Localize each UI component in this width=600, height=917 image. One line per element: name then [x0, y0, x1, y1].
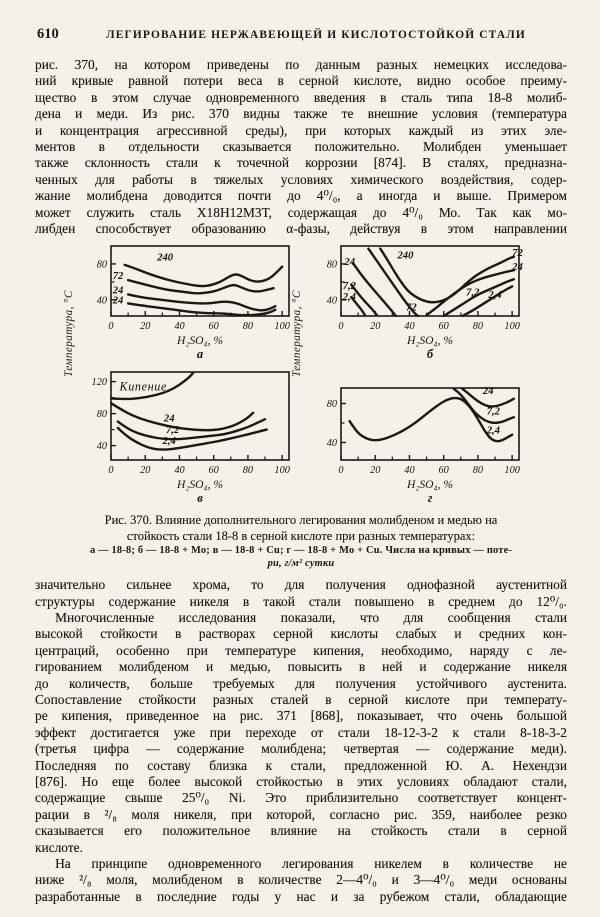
body-text-line: (третья цифра — содержание молибдена; четвертая — содержание меди).	[35, 741, 567, 757]
x-tick-label: 80	[242, 321, 254, 333]
x-tick-label: 40	[174, 321, 185, 333]
body-text-line: и концентрация агрессивной среды), при которых каждый из этих эле-	[35, 122, 567, 138]
panel-letter: г	[427, 491, 433, 506]
body-text-line: содержащие свыше 25⁰/₀ Ni. Это приблизительно соответствует концент-	[35, 790, 567, 806]
caption-legend-line: ри, г/м² сутки	[267, 558, 335, 570]
curves-group	[125, 265, 282, 315]
body-text-line: центраций, особенно при температуре кипения, необходимо, наряду с ле-	[35, 642, 567, 658]
page-number: 610	[37, 26, 59, 42]
curve-label: 24	[112, 295, 124, 307]
running-header-title: ЛЕГИРОВАНИЕ НЕРЖАВЕЮЩЕЙ И КИСЛОТОСТОЙКОЙ СТАЛИ	[106, 29, 526, 41]
x-tick-label: 0	[338, 465, 344, 477]
x-tick-label: 60	[438, 321, 449, 333]
curve-loss-24	[111, 403, 253, 430]
curve-label: 72	[406, 302, 417, 314]
panel-letter: б	[426, 347, 434, 362]
y-tick-label: 40	[96, 295, 107, 307]
curve-label: 24	[344, 257, 356, 269]
curve-label: 7,2	[466, 287, 480, 299]
x-tick-label: 80	[242, 465, 254, 477]
caption-title-line: Рис. 370. Влияние дополнительного легирования молибденом и медью на	[104, 513, 498, 528]
y-tick-label: 80	[96, 259, 107, 271]
body-text-line: ниже ²/₈ моля, молибденом в количестве 2—4⁰/₀ и 3—4⁰/₀ меди основаны	[35, 872, 567, 888]
curve-loss-24	[128, 295, 275, 311]
chart-panel-v	[81, 366, 303, 506]
x-tick-label: 20	[370, 321, 381, 333]
curve-label: 240	[397, 250, 414, 262]
curve-label: Кипение	[119, 379, 168, 394]
curve-label: 2,4	[488, 290, 502, 302]
curve-label: 72	[512, 248, 523, 260]
body-text-line: ментов в отдельности сказывается положительно. Молибден уменьшает	[35, 138, 567, 154]
body-text-line: гированием молибденом и медью, повысить в ней и содержание никеля	[35, 659, 567, 675]
curve-label: 2,4	[162, 436, 176, 448]
x-axis-title: H₂SO₄, %	[406, 334, 454, 348]
chart-panel-a	[81, 240, 303, 362]
curve-label: 24	[112, 285, 124, 297]
body-text-line: может служить сталь Х18Н12М3Т, содержащая до 4⁰/₀ Мо. Так как мо-	[35, 204, 567, 220]
curve-label: 24	[482, 386, 494, 398]
curve-loss-240	[125, 265, 282, 286]
x-tick-label: 20	[370, 465, 381, 477]
page-header	[35, 26, 567, 44]
x-tick-label: 0	[338, 321, 344, 333]
curve-label: 24	[163, 413, 175, 425]
body-text-line: ний кривые равной потери веса в серной кислоте, видно особое преиму-	[35, 73, 567, 89]
body-text-line: структуры содержание никеля в такой стали повышено в среднем до 12⁰/₀.	[35, 593, 567, 609]
y-tick-label: 40	[326, 438, 337, 450]
y-tick-label: 80	[326, 259, 337, 271]
x-tick-label: 100	[504, 465, 520, 477]
figure-370	[35, 240, 567, 508]
y-tick-label: 80	[326, 399, 337, 411]
curve-label: 7,2	[165, 425, 180, 437]
body-text-line: эффект достигается уже при переходе от стали 18-12-3-2 к стали 8-18-3-2	[35, 724, 567, 740]
y-axis-label-left: Температура, °С	[63, 290, 75, 378]
body-text-line: рис. 370, на котором приведены по данным разных немецких исследова-	[35, 57, 567, 72]
x-axis-title: H₂SO₄, %	[176, 478, 224, 492]
x-tick-label: 80	[472, 321, 484, 333]
curve-label: 7,2	[342, 281, 356, 293]
body-text-line: Последняя по составу близка к стали, предложенной Ю. А. Нехендзи	[35, 757, 567, 773]
x-tick-label: 40	[404, 321, 415, 333]
x-tick-label: 100	[274, 465, 290, 477]
x-tick-label: 40	[404, 465, 415, 477]
body-text-line: Многочисленные исследования показали, что для сообщения стали	[35, 610, 567, 626]
body-text-line: [876]. Но еще более высокой стойкостью в этих условиях обладают стали,	[35, 773, 567, 789]
body-text-line: значительно сильнее хрома, то для получения однофазной аустенитной	[35, 577, 567, 593]
caption-title-line: стойкость стали 18-8 в серной кислоте при разных температурах:	[126, 529, 476, 544]
body-text-line: сказывается его положительное влияние на стойкость стали в серной	[35, 823, 567, 839]
curve-label: 2,4	[486, 426, 500, 438]
curves-group	[351, 249, 514, 316]
body-text-line: ре кипения, приведенное на рис. 371 [868], показывает, что очень большой	[35, 708, 567, 724]
body-text-line: ченных для работы в тяжелых условиях химического воздействия, содер-	[35, 171, 567, 187]
chart-panel-g	[311, 382, 533, 506]
x-tick-label: 60	[208, 321, 219, 333]
x-tick-label: 100	[274, 321, 290, 333]
figure-caption	[35, 512, 567, 570]
curve-label: 7,2	[486, 406, 500, 418]
x-tick-label: 60	[208, 465, 219, 477]
curve-label: 72	[112, 271, 124, 283]
y-tick-label: 120	[91, 377, 107, 389]
x-axis-title: H₂SO₄, %	[406, 478, 454, 492]
curve-label: 24	[512, 262, 523, 274]
body-text-line: жание молибдена доводится почти до 4⁰/₀, а иногда и выше. Примером	[35, 188, 567, 204]
body-text-line: высокой стойкости в растворах серной кислоты слабых и средних кон-	[35, 626, 567, 642]
x-axis-title: H₂SO₄, %	[176, 334, 224, 348]
x-tick-label: 80	[472, 465, 484, 477]
body-text-line: дена и меди. Из рис. 370 видны также те внешние условия (температура	[35, 106, 567, 122]
x-tick-label: 20	[140, 321, 151, 333]
x-tick-label: 0	[108, 465, 114, 477]
panel-letter: в	[197, 491, 203, 506]
curve-label: 2,4	[342, 292, 356, 304]
x-tick-label: 40	[174, 465, 185, 477]
x-tick-label: 20	[140, 465, 151, 477]
curve-label: 240	[157, 252, 174, 264]
x-tick-label: 0	[108, 321, 114, 333]
x-tick-label: 60	[438, 465, 449, 477]
y-tick-label: 80	[96, 409, 107, 421]
plot-frame	[341, 388, 519, 460]
body-text-line: щество в этом случае одновременного введения в сталь типа 18-8 молиб-	[35, 89, 567, 105]
body-text-line: либден способствует образованию α-фазы, действуя в этом направлении	[35, 220, 567, 236]
chart-panel-b	[311, 240, 533, 362]
paragraph-block-top	[35, 57, 567, 237]
caption-legend-line: а — 18-8; б — 18-8 + Мо; в — 18-8 + Cu; г — 18-8 + Мо + Cu. Числа на кривых — поте-	[89, 545, 513, 557]
panel-letter: а	[196, 347, 204, 362]
y-tick-label: 40	[326, 295, 337, 307]
y-axis-label-right: Температура, °С	[291, 290, 303, 378]
body-text-line: рации в ²/₈ моля никеля, при которой, согласно рис. 359, наиболее резко	[35, 806, 567, 822]
y-tick-label: 40	[96, 441, 107, 453]
body-text-line: кислоте.	[35, 839, 83, 855]
body-text-line: На принципе одновременного легирования никелем в количестве не	[35, 855, 567, 871]
body-text-line: также склонность стали к точечной коррозии [874]. В сталях, предназна-	[35, 155, 567, 171]
paragraph-block-bottom	[35, 577, 567, 905]
x-tick-label: 100	[504, 321, 520, 333]
body-text-line: Сопоставление стойкости разных сталей в серной кислоте при температу-	[35, 692, 567, 708]
body-text-line: до количеств, больше требуемых для получения устойчивого аустенита.	[35, 675, 567, 691]
body-text-line: разработанные в последние годы у нас и за рубежом стали, обладающие	[35, 888, 567, 904]
